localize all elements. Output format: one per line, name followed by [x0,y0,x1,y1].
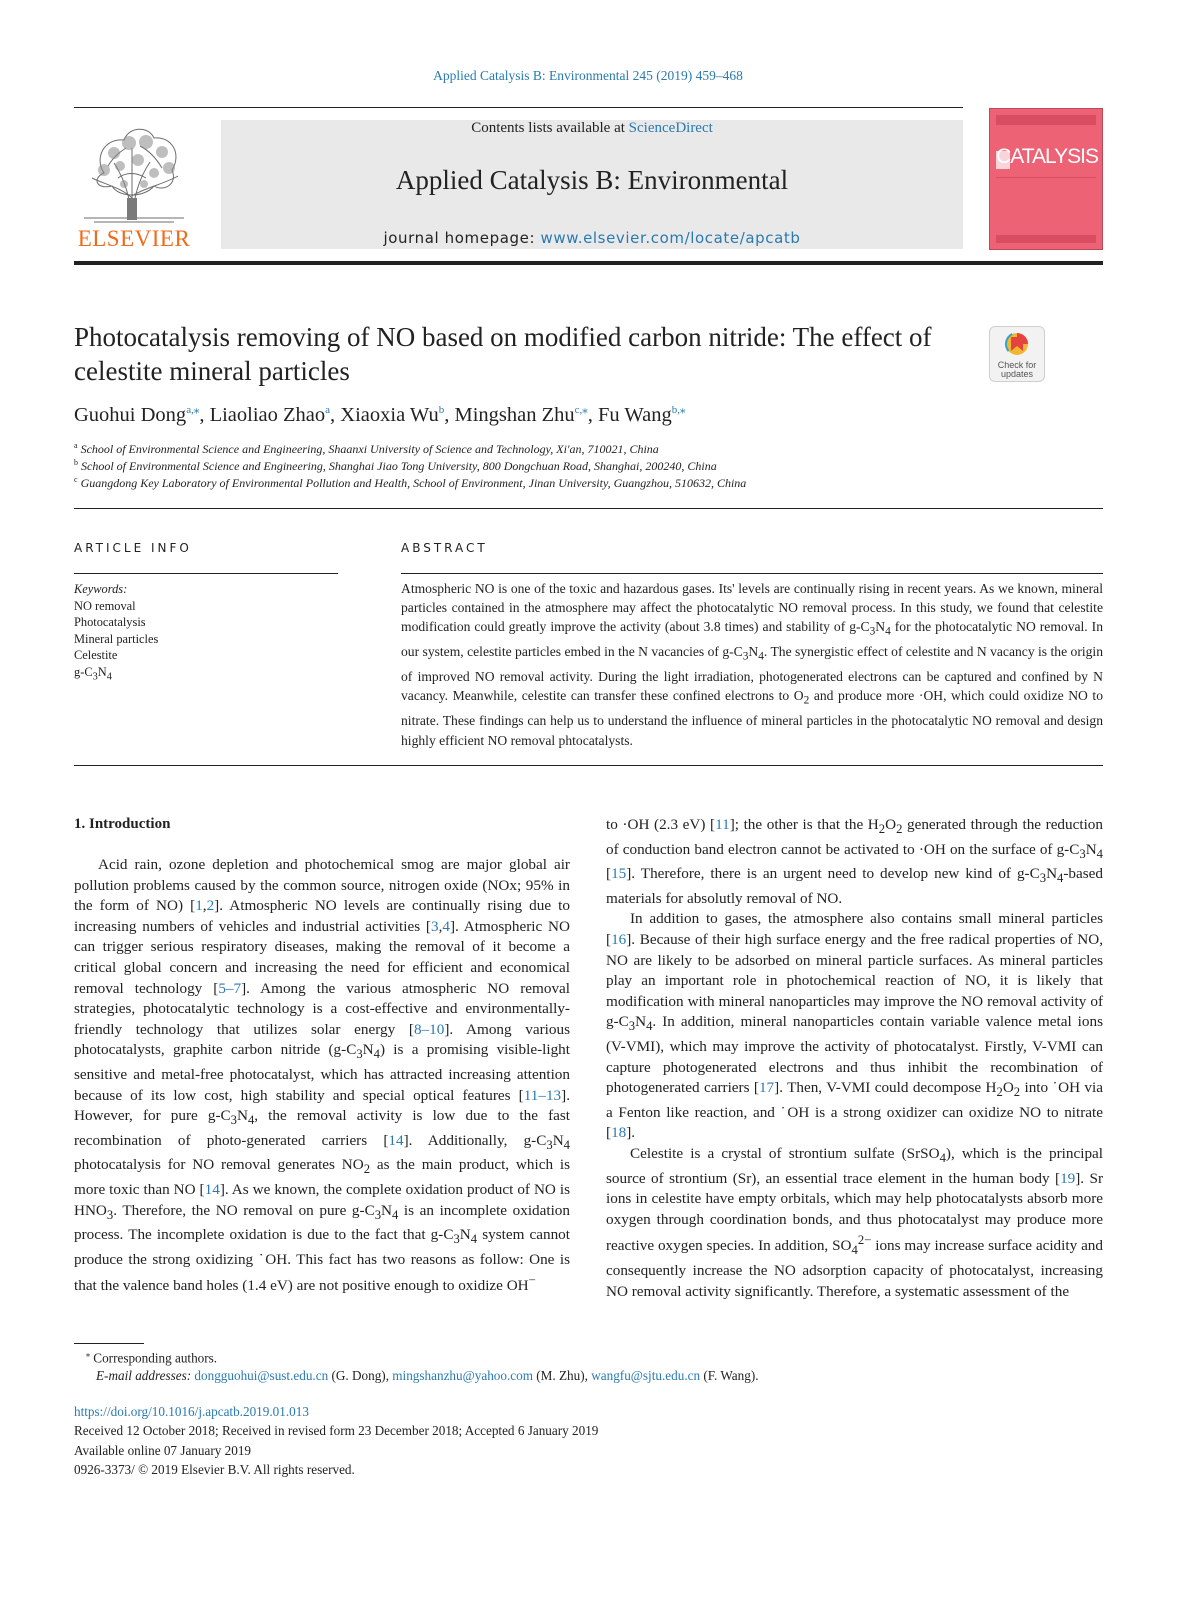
doi-link[interactable]: https://doi.org/10.1016/j.apcatb.2019.01.013 [74,1404,309,1419]
journal-reference-link[interactable]: Applied Catalysis B: Environmental 245 (2019) 459–468 [433,68,743,83]
journal-homepage-link[interactable]: www.elsevier.com/locate/apcatb [540,229,801,247]
email-owner: (F. Wang). [703,1368,759,1383]
crossmark-line1: Check for [997,360,1037,370]
abstract-text: Atmospheric NO is one of the toxic and hazardous gases. Its' levels are continually rising in recent years. As we known, mineral particles contained in the atmosphere may affect the photocatalytic NO removal process. In this study, we found that celestite modification could greatly improve the activity (about 3.8 times) and stability of $g-C_3N_4$ for the photocatalytic NO removal. In our system, celestite particles embed in the N vacancies of $g-C_3N_4$. The synergistic effect of celestite and N vacancy is the origin of improved NO removal activity. During the light irradiation, photogenerated electrons can be captured and confined by N vacancy. Meanwhile, celestite can transfer these confined electrons to $O_2$ and produce more ·OH, which could oxidize NO to nitrate. These findings can help us to understand the influence of mineral particles in the photocatalytic NO removal and design highly efficient NO removal phtocatalysts. [401,581,1104,748]
affiliation-text: School of Environmental Science and Engineering, Shanghai Jiao Tong University, 800 Dongchuan Road, Shanghai, 200240, China [81,459,717,473]
crossmark-line2: updates [1000,369,1034,379]
body-column-left [74,855,570,1297]
check-for-updates-label [989,361,1045,379]
body-paragraph: Acid rain, ozone depletion and photochemical smog are major global air pollution problems caused by the common source, nitrogen oxide (NOx; 95% in the form of NO) [1,2]. Atmospheric NO levels are continually rising due to increasing numbers of vehicles and industrial activities [3,4]. Atmospheric NO can trigger serious respiratory diseases, making the removal of it become a critical global concern and increasing the need for efficient and economical removal technology [5–7]. Among the various atmospheric NO removal strategies, photocatalytic technology is a cost-effective and environmentally-friendly technology that utilizes solar energy [8–10]. Among various photocatalysts, graphite carbon nitride $(g-C_3N_4)$ is a promising visible-light sensitive and metal-free photocatalyst, which has attracted increasing attention because of its low cost, high stability and special optical features [11–13]. However, for pure $g-C_3N_4$, the removal activity is low due to the fast recombination of photo-generated carriers [14]. Additionally, $g-C_3N_4$ photocatalysis for NO removal generates $NO_2$ as the main product, which is more toxic than NO [14]. As we known, the complete oxidation product of NO is $HNO_3$. Therefore, the NO removal on pure $g-C_3N_4$ is an incomplete oxidation process. The incomplete oxidation is due to the fact that $g-C_3N_4$ system cannot produce the strong oxidizing ˙OH. This fact has two reasons as follow: One is that the valence band holes (1.4 eV) are not positive enough to oxidize OH− [74,856,570,1295]
affiliation [74,441,659,457]
author-name: Fu Wang [598,403,672,426]
cover-bottom-band [996,235,1096,243]
contents-available-line [221,120,963,137]
email-label: E-mail addresses: [96,1368,192,1383]
cover-title: CATALYSIS [996,145,1098,168]
author-name: Mingshan Zhu [454,403,575,426]
keywords-label: Keywords: [74,582,128,596]
email-link[interactable]: wangfu@sjtu.edu.cn [591,1368,701,1383]
keyword: Celestite [74,648,118,663]
received-dates: Received 12 October 2018; Received in revised form 23 December 2018; Accepted 6 January 2019 [74,1423,599,1439]
affiliation [74,475,746,491]
keyword: $g-C_3N_4$ [74,664,112,683]
article-info-heading: ARTICLE INFO [74,541,192,555]
publication-info [74,1402,598,1479]
author-affiliation-mark[interactable]: c,⁎ [574,404,588,416]
author-affiliation-mark[interactable]: b [438,404,445,416]
body-paragraph: In addition to gases, the atmosphere also contains small mineral particles [16]. Because of their high surface energy and the free radical properties of NO, NO are likely to be adsorbed on mineral particle surfaces. As mineral particles play an important role in photochemical reaction of NO, it is likely that modification with mineral nanoparticles may improve the NO removal activity of $g-C_3N_4$. In addition, mineral nanoparticles contain variable valence metal ions (V-VMI), which may improve the activity of photocatalyst. Firstly, V-VMI can capture photogenerated electrons and thus inhibit the recombination of photogenerated carriers [17]. Then, V-VMI could decompose $H_2O_2$ into ˙OH via a Fenton like reaction, and ˙OH is a strong oxidizer can oxidize NO to nitrate [18]. [606,910,1103,1142]
affiliation-bottom-rule [74,508,1103,509]
abstract-heading: ABSTRACT [401,541,488,555]
author-name: Liaoliao Zhao [209,403,326,426]
email-owner: (G. Dong) [331,1368,386,1383]
affiliation-mark: a [74,441,78,450]
author-affiliation-mark[interactable]: a,⁎ [186,404,200,416]
email-footnote: E-mail addresses: dongguohui@sust.edu.cn (G. Dong), mingshanzhu@yahoo.com (M. Zhu), wangfu@sjtu.edu.cn (F. Wang). [96,1368,759,1383]
sciencedirect-link[interactable]: ScienceDirect [628,120,713,136]
keyword: Mineral particles [74,631,159,646]
body-paragraph: to ·OH (2.3 eV) [11]; the other is that the $H_2O_2$ generated through the reduction of conduction band electron cannot be activated to ·OH on the surface of $g-C_3N_4$ [15]. Therefore, there is an urgent need to develop new kind of $g-C_3N_4$-based materials for absolutly removal of NO. [606,816,1103,907]
author-affiliation-mark[interactable]: a [325,404,331,416]
abstract-bottom-rule [74,765,1103,766]
author-list: Guohui Dong$^{a,⁎}$, Liaoliao Zhao$^a$, Xiaoxia Wu$^b$, Mingshan Zhu$^{c,⁎}$, Fu Wang$^{b,⁎}$ [74,403,686,426]
journal-cover-thumbnail[interactable] [989,108,1103,250]
body-column-right [606,815,1103,1302]
keyword: Photocatalysis [74,615,146,630]
keyword: NO removal [74,598,136,613]
publisher-wordmark: ELSEVIER [77,226,191,251]
email-link[interactable]: dongguohui@sust.edu.cn [194,1368,329,1383]
author-name: Guohui Dong [74,403,187,426]
header-top-rule [74,107,963,108]
article-title: Photocatalysis removing of NO based on modified carbon nitride: The effect of celestite mineral particles [74,322,932,386]
article-info-rule [74,573,338,574]
corresponding-footnote: ⁎ Corresponding authors. [86,1350,218,1366]
copyright-line: 0926-3373/ © 2019 Elsevier B.V. All rights reserved. [74,1461,355,1477]
introduction-heading: 1. Introduction [74,816,171,832]
affiliation-mark: c [74,475,78,484]
email-link[interactable]: mingshanzhu@yahoo.com [392,1368,533,1383]
online-date: Available online 07 January 2019 [74,1442,252,1458]
journal-name: Applied Catalysis B: Environmental [395,165,789,195]
contents-prefix: Contents lists available at [471,120,629,136]
affiliation-text: School of Environmental Science and Engineering, Shaanxi University of Science and Technology, Xi'an, 710021, China [80,442,659,456]
footnote-rule [74,1343,144,1344]
body-paragraph: Celestite is a crystal of strontium sulfate (SrSO$_4$), which is the principal source of strontium (Sr), an essential trace element in the human body [19]. Sr ions in celestite have empty orbitals, which may help photocatalysts absorb more oxygen through coordination bonds, and thus photocatalyst may produce more reactive oxygen species. In addition, $SO_4^{2-}$ ions may increase surface acidity and consequently increase the NO adsorption capacity of photocatalyst, increasing NO removal activity significantly. Therefore, a systematic assessment of the [606,1145,1104,1300]
author-name: Xiaoxia Wu [340,403,439,426]
affiliation-mark: b [74,458,78,467]
cover-top-band [996,115,1096,125]
email-owner: (M. Zhu) [536,1368,585,1383]
header-thick-rule [74,261,1103,265]
affiliation-text: Guangdong Key Laboratory of Environmental Pollution and Health, School of Environment, Jinan University, Guangzhou, 510632, China [80,476,747,490]
corresponding-text: Corresponding authors. [93,1350,218,1366]
crossmark-icon [1003,331,1031,359]
journal-homepage-line [221,229,963,247]
affiliation [74,458,717,474]
keywords-list [74,581,158,686]
abstract-rule [401,573,1103,574]
cover-divider [996,177,1096,178]
author-affiliation-mark[interactable]: b,⁎ [671,404,686,416]
homepage-prefix: journal homepage: [383,229,541,247]
